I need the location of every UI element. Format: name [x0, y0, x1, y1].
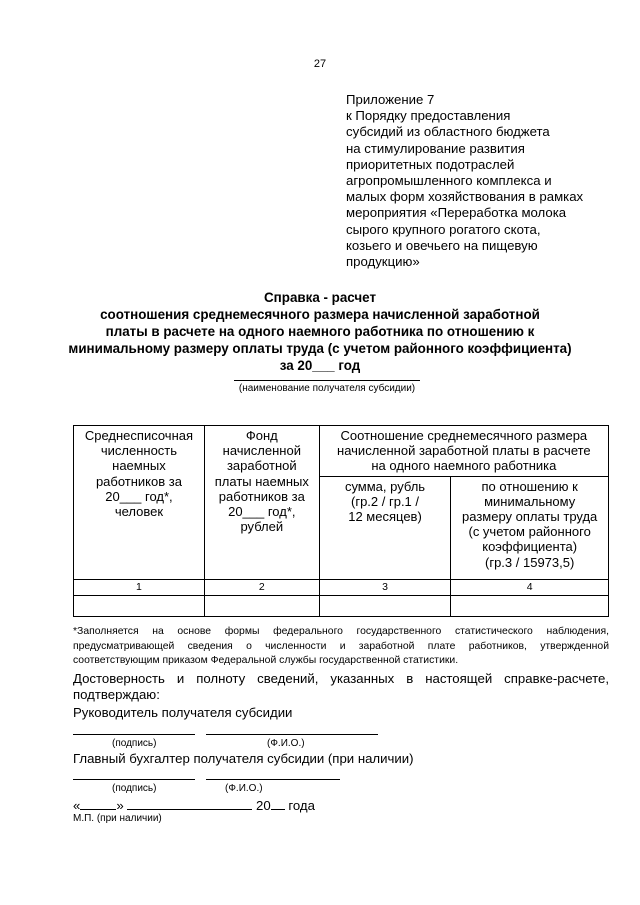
appendix-line: приоритетных подотраслей — [346, 156, 515, 172]
header-line: коэффициента) — [482, 539, 578, 555]
header-line: работников за — [95, 473, 182, 489]
title-line: за 20___ год — [279, 358, 361, 373]
calculation-table — [73, 425, 609, 617]
date-line — [73, 797, 315, 813]
header-line: численность — [100, 443, 178, 459]
column-number: 1 — [74, 579, 205, 595]
header-line: начисленной заработной платы в расчете — [337, 443, 591, 459]
appendix-line: козьего и овечьего на пищевую — [346, 237, 538, 253]
column-number: 2 — [204, 579, 319, 595]
header-line: Соотношение среднемесячного размера — [340, 428, 588, 443]
document-title — [60, 289, 580, 374]
header-min-wage-ratio — [451, 476, 609, 579]
header-headcount — [74, 426, 205, 580]
head-signature-caption: (подпись) — [112, 738, 157, 749]
appendix-line: сырого крупного рогатого скота, — [346, 221, 541, 237]
header-line: начисленной — [222, 443, 301, 459]
head-label: Руководитель получателя субсидии — [73, 705, 293, 720]
title-line: соотношения среднемесячного размера начисленной заработной — [100, 307, 540, 322]
header-line: Среднесписочная — [84, 428, 194, 443]
head-name-line[interactable] — [206, 734, 378, 735]
title-line: Справка - расчет — [264, 290, 376, 305]
head-signature-line[interactable] — [73, 734, 195, 735]
recipient-caption: (наименование получателя субсидии) — [238, 383, 416, 394]
chief-signature-caption: (подпись) — [112, 783, 157, 794]
column-number: 4 — [451, 579, 609, 595]
chief-signature-line[interactable] — [73, 779, 195, 780]
header-line: (гр.2 / гр.1 / — [351, 493, 420, 509]
header-line: сумма, рубль — [344, 478, 426, 494]
appendix-line: агропромышленного комплекса и — [346, 173, 552, 189]
header-line: по отношению к — [481, 478, 578, 494]
title-line: минимальному размеру оплаты труда (с учетом районного коэффициента) — [68, 341, 572, 356]
header-line: наемных — [112, 458, 166, 474]
header-payroll-fund — [204, 426, 319, 580]
header-line: 12 месяцев) — [348, 509, 422, 525]
appendix-line: на стимулирование развития — [346, 140, 525, 156]
date-month-field[interactable] — [127, 797, 252, 810]
date-day-field[interactable] — [80, 797, 116, 810]
appendix-line: Приложение 7 — [346, 92, 435, 107]
column-number: 3 — [319, 579, 451, 595]
chief-name-line[interactable] — [206, 779, 340, 780]
header-line: размеру оплаты труда — [462, 509, 598, 525]
appendix-line: субсидий из областного бюджета — [346, 124, 550, 140]
appendix-block — [346, 92, 626, 270]
date-open-quote: « — [73, 798, 81, 813]
header-sum — [319, 476, 451, 579]
appendix-line: малых форм хозяйствования в рамках — [346, 189, 584, 205]
date-year-suffix: года — [284, 798, 315, 813]
header-line: работников за — [218, 488, 305, 504]
header-line: (гр.3 / 15973,5) — [485, 554, 575, 570]
header-line: заработной — [226, 458, 297, 474]
header-ratio-group — [319, 426, 608, 477]
header-line: человек — [114, 504, 164, 520]
header-line: (с учетом районного — [468, 524, 591, 540]
confirmation-text: Достоверность и полноту сведений, указанных в настоящей справке-расчете, подтверждаю: — [73, 671, 609, 702]
appendix-line: мероприятия «Переработка молока — [346, 205, 567, 221]
header-line: минимальному — [484, 493, 576, 509]
footnote: *Заполняется на основе формы федерального государственного статистического наблюдения, предусматривающей сведения о численности и заработной плате работников, утвержденной соответствующим приказом Федеральной службы государственной статистики. — [73, 626, 609, 666]
headcount-cell[interactable] — [74, 595, 205, 616]
header-line: 20___ год*, — [228, 504, 296, 520]
head-name-caption: (Ф.И.О.) — [267, 738, 305, 749]
chief-accountant-label: Главный бухгалтер получателя субсидии (при наличии) — [73, 751, 414, 766]
header-line: платы наемных — [214, 473, 309, 489]
appendix-line: к Порядку предоставления — [346, 108, 511, 124]
title-line: платы в расчете на одного наемного работника по отношению к — [105, 324, 535, 339]
recipient-name-line[interactable] — [234, 380, 420, 381]
payroll-fund-cell[interactable] — [204, 595, 319, 616]
date-year-field[interactable] — [271, 797, 285, 810]
header-line: 20___ год*, — [105, 488, 173, 504]
stamp-note: М.П. (при наличии) — [73, 813, 162, 824]
header-line: Фонд — [245, 428, 278, 443]
min-wage-ratio-cell[interactable] — [451, 595, 609, 616]
header-line: на одного наемного работника — [371, 458, 557, 474]
page-number: 27 — [313, 58, 327, 70]
sum-cell[interactable] — [319, 595, 451, 616]
chief-name-caption: (Ф.И.О.) — [225, 783, 263, 794]
date-year-prefix: 20 — [256, 798, 271, 813]
appendix-line: продукцию» — [346, 254, 420, 270]
date-close-quote: » — [116, 798, 124, 813]
header-line: рублей — [240, 519, 284, 535]
